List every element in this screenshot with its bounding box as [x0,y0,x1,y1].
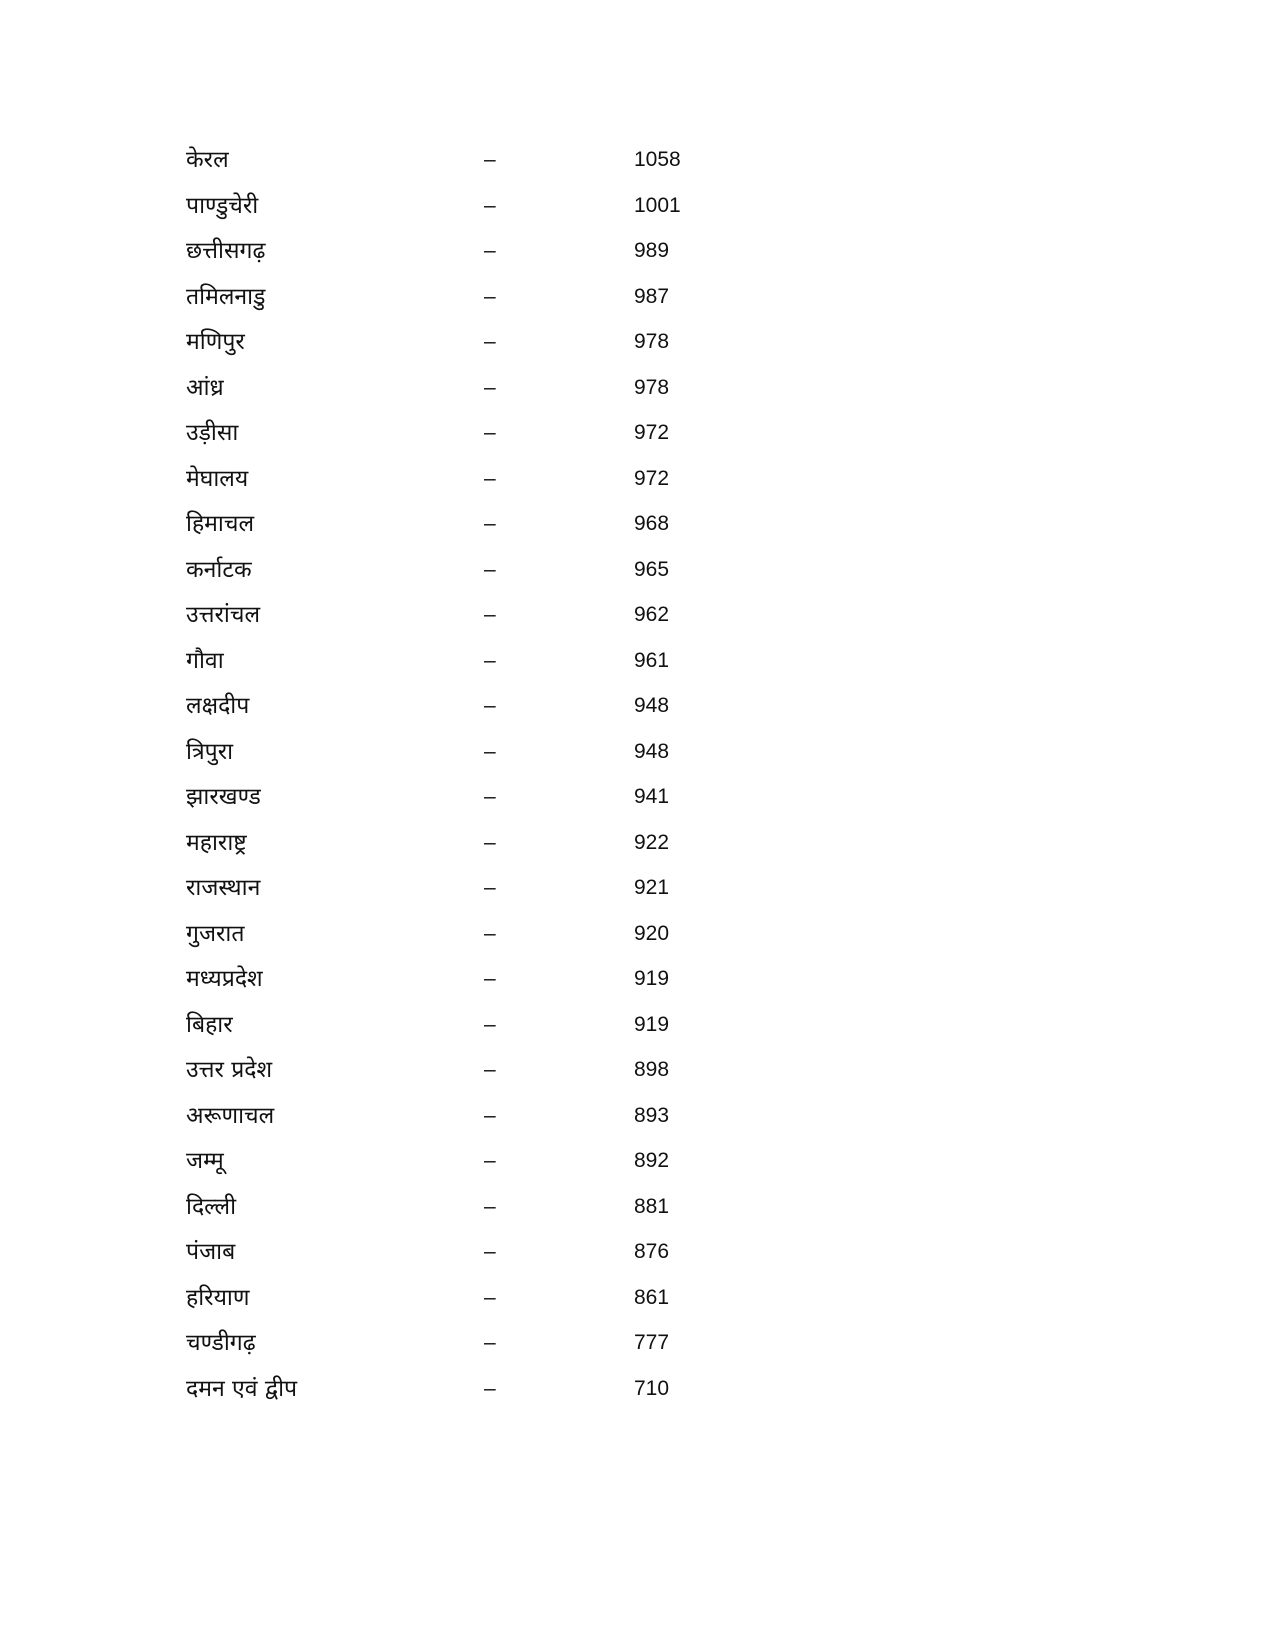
list-item [186,142,786,188]
ratio-value: 1058 [634,148,681,171]
state-name: उत्तर प्रदेश [186,1057,273,1083]
ratio-value: 968 [634,512,670,535]
list-item [186,1098,786,1144]
state-name: हिमाचल [186,511,255,537]
state-name: मध्यप्रदेश [186,966,263,992]
state-name: छत्तीसगढ़ [186,238,266,264]
ratio-value: 941 [634,785,670,808]
ratio-value: 972 [634,466,670,490]
state-name: बिहार [186,1011,233,1038]
separator-dash: – [484,512,496,535]
ratio-value: 965 [634,557,670,581]
list-item [186,188,786,234]
state-name: आंध्र [186,374,224,401]
ratio-value: 919 [634,967,670,990]
list-item [186,688,786,734]
ratio-value: 962 [634,603,670,626]
list-item [186,324,786,370]
separator-dash: – [484,830,496,854]
ratio-value: 1001 [634,193,681,217]
list-item [186,552,786,598]
separator-dash: – [484,148,496,171]
ratio-value: 881 [634,1194,670,1218]
ratio-value: 961 [634,648,670,672]
list-item [186,1325,786,1371]
separator-dash: – [484,466,496,490]
state-name: गौवा [186,647,224,674]
ratio-value: 861 [634,1285,670,1309]
state-name: चण्डीगढ़ [186,1330,256,1356]
ratio-value: 920 [634,921,670,945]
separator-dash: – [484,1058,496,1081]
ratio-value: 893 [634,1103,670,1127]
separator-dash: – [484,421,496,444]
state-name: मेघालय [186,465,249,492]
separator-dash: – [484,603,496,626]
separator-dash: – [484,694,496,717]
ratio-value: 919 [634,1012,670,1036]
state-name: केरल [186,147,229,173]
ratio-value: 922 [634,830,670,854]
list-item [186,825,786,871]
ratio-value: 972 [634,421,670,444]
ratio-value: 777 [634,1331,670,1354]
state-name: गुजरात [186,920,245,947]
state-name: दिल्ली [186,1193,237,1220]
state-name: तमिलनाडु [186,283,266,310]
separator-dash: – [484,193,496,217]
list-item [186,779,786,825]
separator-dash: – [484,1103,496,1127]
list-item [186,961,786,1007]
ratio-value: 987 [634,284,670,308]
list-item [186,734,786,780]
list-item [186,506,786,552]
ratio-value: 921 [634,876,670,899]
state-name: उड़ीसा [186,420,239,446]
state-name: मणिपुर [186,329,245,355]
state-name: त्रिपुरा [186,738,234,765]
separator-dash: – [484,1149,496,1172]
list-item [186,870,786,916]
list-item [186,597,786,643]
list-item [186,1052,786,1098]
separator-dash: – [484,1285,496,1309]
ratio-value: 989 [634,239,670,262]
list-item [186,233,786,279]
state-name: पाण्डुचेरी [186,192,259,219]
state-name: झारखण्ड [186,784,261,810]
state-name: राजस्थान [186,875,261,901]
state-name: उत्तरांचल [186,602,261,628]
list-item [186,1280,786,1326]
state-name: दमन एवं द्वीप [186,1375,298,1402]
state-value-list [186,142,786,1416]
list-item [186,370,786,416]
separator-dash: – [484,284,496,308]
list-item [186,1371,786,1417]
separator-dash: – [484,1012,496,1036]
state-name: पंजाब [186,1239,236,1265]
ratio-value: 948 [634,739,670,763]
separator-dash: – [484,557,496,581]
separator-dash: – [484,1240,496,1263]
separator-dash: – [484,1376,496,1400]
ratio-value: 978 [634,330,670,353]
state-name: लक्षदीप [186,693,250,719]
separator-dash: – [484,876,496,899]
separator-dash: – [484,921,496,945]
ratio-value: 892 [634,1149,670,1172]
separator-dash: – [484,375,496,399]
separator-dash: – [484,330,496,353]
list-item [186,1007,786,1053]
state-name: कर्नाटक [186,556,252,583]
separator-dash: – [484,648,496,672]
ratio-value: 710 [634,1376,670,1400]
separator-dash: – [484,785,496,808]
list-item [186,1143,786,1189]
list-item [186,1189,786,1235]
list-item [186,461,786,507]
state-name: अरूणाचल [186,1102,275,1129]
ratio-value: 978 [634,375,670,399]
list-item [186,279,786,325]
state-name: हरियाण [186,1284,250,1311]
ratio-value: 948 [634,694,670,717]
state-name: जम्मू [186,1148,224,1174]
separator-dash: – [484,1331,496,1354]
state-name: महाराष्ट्र [186,829,247,856]
ratio-value: 898 [634,1058,670,1081]
list-item [186,643,786,689]
list-item [186,415,786,461]
separator-dash: – [484,967,496,990]
ratio-value: 876 [634,1240,670,1263]
separator-dash: – [484,1194,496,1218]
separator-dash: – [484,239,496,262]
list-item [186,1234,786,1280]
separator-dash: – [484,739,496,763]
list-item [186,916,786,962]
